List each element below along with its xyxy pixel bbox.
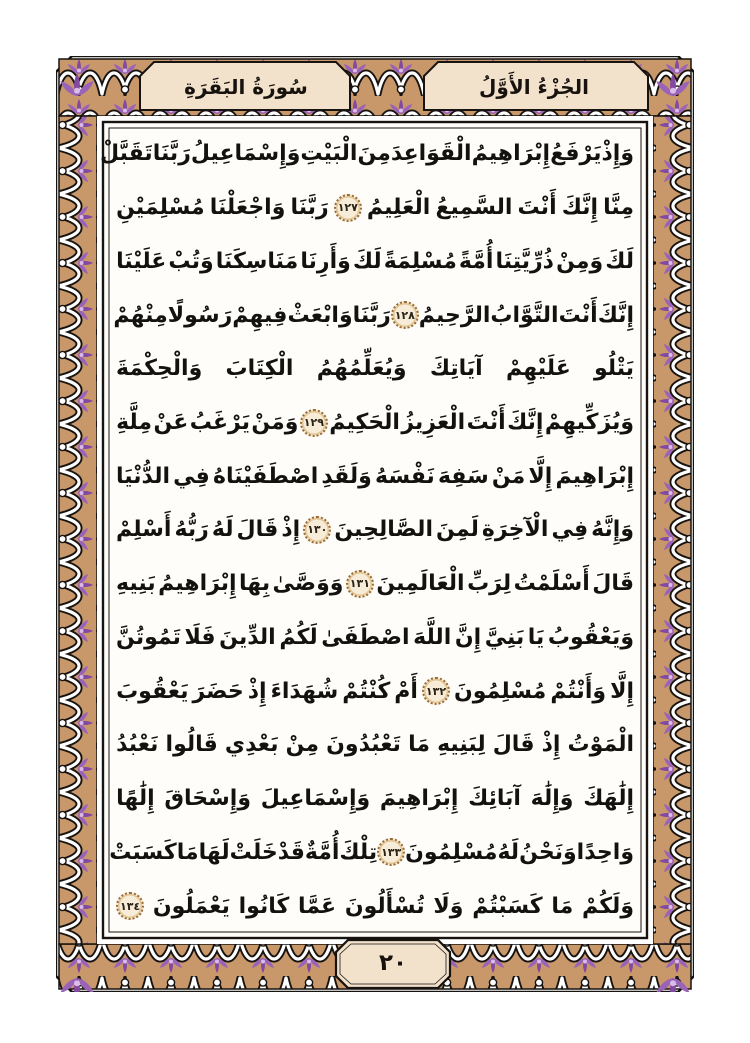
quran-word: أَسْلَمْتُ [513,571,590,597]
quran-line [116,234,634,288]
quran-word: حَضَرَ [192,678,244,704]
quran-word: لَكَ [605,248,634,274]
quran-word: لَمِنَ [436,517,479,543]
quran-word: مِنَ [357,141,391,167]
quran-word: وَلَكُمْ [582,893,634,919]
quran-word: الدِّينَ [219,624,276,650]
quran-word: إِلَٰهًا [116,786,155,812]
quran-word: مُسْلِمَةً [383,248,457,274]
quran-word: وَإِسْمَاعِيلَ [260,786,371,812]
quran-word: يَا [527,624,545,650]
quran-line [99,127,634,181]
quran-word: السَّمِيعُ [435,195,513,221]
quran-word: الْعَالَمِينَ [376,571,465,597]
quran-word: يَعْمَلُونَ [152,893,230,919]
page-number: ٢٠ [378,950,408,976]
quran-word: وَيُعَلِّمُهُمُ [316,356,407,382]
quran-word: يَعْقُوبَ [116,678,189,704]
quran-word: بَنِيهِ [116,571,156,597]
quran-word: عَلَيْنَا [116,248,167,274]
quran-word: مَا [551,893,574,919]
quran-word: إِنَّكَ [507,410,544,436]
quran-word: إِبْرَاهِيمَ [555,463,634,489]
quran-word: تَعْبُدُونَ [326,732,401,758]
quran-word: إِذْ [541,732,561,758]
quran-line [116,503,634,557]
quran-word: عَنْ [153,410,189,436]
quran-line [116,181,634,235]
quran-word: ذُرِّيَّتِنَا [495,248,554,274]
quran-word: كُنْتُمْ [342,678,391,704]
ayah-end-marker: ١٣٤ [116,892,144,920]
quran-word: وَاجْعَلْنَا [209,195,286,221]
quran-word: وَالْحِكْمَةَ [116,356,203,382]
ayah-end-marker: ١٢٩ [300,409,328,437]
quran-line [116,342,634,396]
quran-word: مُسْلِمُونَ [405,839,498,865]
quran-word: اللَّهَ [413,624,452,650]
ayah-end-marker: ١٢٨ [391,301,419,329]
quran-word: وَإِلَٰهَ [530,786,574,812]
quran-word: مَا [408,732,430,758]
quran-word: لَهَا [198,839,230,865]
quran-word: سَفِهَ [437,463,489,489]
quran-word: الْآخِرَةِ [481,517,549,543]
quran-word: وَنَحْنُ [519,839,577,865]
quran-word: وَلَقَدِ [321,463,372,489]
quran-word: رَبَّنَا [152,141,191,167]
quran-word: وَأَنْتُمْ [550,678,607,704]
quran-word: إِبْرَاهِيمُ [158,571,237,597]
ayah-end-marker: ١٢٧ [334,194,362,222]
quran-line [116,664,634,718]
quran-word: آبَائِكَ [468,786,521,812]
quran-line [116,611,634,665]
quran-line [109,826,634,880]
quran-word: وَمِنْ [556,248,604,274]
quran-word: مِنَّا [603,195,634,221]
quran-word: الرَّحِيمُ [418,302,491,328]
quran-word: بَنِيَّ [484,624,525,650]
quran-word: وَلَا [433,893,464,919]
quran-word: عَمَّا [298,893,337,919]
quran-word: لِبَنِيهِ [437,732,486,758]
quran-word: قَالَ [492,732,535,758]
quran-word: خَلَتْ [229,839,278,865]
quran-word: إِلَٰهَكَ [583,786,634,812]
quran-word: وَوَصَّىٰ [272,571,344,597]
quran-word: إِنَّ [454,624,482,650]
quran-word: إِلَّا [528,463,553,489]
quran-word: فِي [173,463,210,489]
quran-word: إِذْ [281,517,301,543]
ayah-end-marker: ١٣٣ [377,838,405,866]
quran-word: بِهَا [239,571,271,597]
ayah-end-marker: ١٣١ [346,570,374,598]
quran-word: لِرَبِّ [467,571,512,597]
quran-word: مُسْلِمُونَ [454,678,547,704]
quran-line [116,718,634,772]
quran-word: الْقَوَاعِدَ [390,141,472,167]
quran-word: أَسْلِمْ [116,517,172,543]
quran-line [113,288,634,342]
quran-word: وَإِسْحَاقَ [164,786,251,812]
quran-word: نَعْبُدُ [116,732,159,758]
quran-word: أَنْتَ [558,302,598,328]
quran-word: أَمْ [394,678,418,704]
quran-word: الْعَلِيمُ [366,195,431,221]
quran-word: يَرْفَعُ [550,141,602,167]
quran-word: كَسَبْتُمْ [472,893,543,919]
quran-word: تُسْأَلُونَ [344,893,425,919]
quran-word: فِيهِمْ [232,302,288,328]
quran-word: رَبَّنَا [290,195,329,221]
quran-word: كَسَبَتْ [109,839,177,865]
quran-word: فِي [551,517,589,543]
quran-word: لَهُ [497,839,520,865]
quran-word: تَمُوتُنَّ [116,624,181,650]
quran-word: وَإِنَّهُ [591,517,634,543]
quran-word: آيَاتِكَ [429,356,483,382]
quran-word: كَانُوا [238,893,290,919]
quran-word: وَإِسْمَاعِيلُ [190,141,301,167]
quran-word: اصْطَفَىٰ [321,624,410,650]
quran-word: إِذْ [247,678,267,704]
quran-word: مِنْهُمْ [113,302,168,328]
quran-word: مَنْ [491,463,526,489]
quran-word: الْبَيْتِ [300,141,358,167]
quran-word: الْحَكِيمُ [329,410,400,436]
quran-word: إِلَّا [610,678,634,704]
quran-line [116,396,634,450]
quran-word: فَلَا [184,624,216,650]
quran-word: قَالَ [236,517,279,543]
quran-word: لَهُ [211,517,234,543]
quran-word: قَالُوا [165,732,218,758]
quran-word: رَبُّهُ [174,517,209,543]
quran-word: وَإِذْ [601,141,634,167]
quran-word: وَأَرِنَا [300,248,351,274]
quran-word: عَلَيْهِمْ [505,356,571,382]
quran-text [99,127,634,933]
quran-word: قَدْ [277,839,305,865]
ayah-end-marker: ١٣٠ [303,516,331,544]
quran-word: وَيَعْقُوبُ [547,624,634,650]
quran-word: مُسْلِمَيْنِ [116,195,205,221]
quran-line [116,879,634,933]
surah-title: سُورَةُ البَقَرَةِ [184,75,308,99]
quran-word: مَنَاسِكَنَا [215,248,299,274]
quran-word: مَا [176,839,199,865]
quran-word: شُهَدَاءَ [270,678,339,704]
quran-word: أُمَّةٌ [304,839,340,865]
quran-word: يَرْغَبُ [189,410,250,436]
quran-word: أَنْتَ [466,410,506,436]
quran-word: لَكَ [352,248,382,274]
quran-word: إِنَّكَ [561,195,599,221]
quran-word: الْعَزِيزُ [401,410,466,436]
quran-line [116,557,634,611]
quran-word: بَعْدِي [224,732,279,758]
quran-word: وَابْعَثْ [287,302,353,328]
quran-word: مِنْ [285,732,320,758]
quran-word: الدُّنْيَا [116,463,171,489]
quran-word: لَكُمُ [279,624,318,650]
juz-title: الجُزْءُ الأَوَّلُ [479,75,589,99]
quran-word: وَاحِدًا [576,839,634,865]
quran-word: وَمَنْ [251,410,299,436]
quran-word: أَنْتَ [517,195,557,221]
quran-word: قَالَ [592,571,634,597]
quran-word: التَّوَّابُ [490,302,559,328]
quran-word: نَفْسَهُ [374,463,435,489]
quran-word: الْكِتَابَ [225,356,294,382]
quran-word: رَبَّنَا [352,302,391,328]
quran-word: إِبْرَاهِيمُ [471,141,551,167]
quran-word: رَسُولًا [167,302,233,328]
quran-word: الصَّالِحِينَ [334,517,433,543]
quran-word: إِنَّكَ [597,302,634,328]
quran-word: إِبْرَاهِيمَ [379,786,459,812]
quran-word: تَقَبَّلْ [99,141,153,167]
ayah-end-marker: ١٣٢ [422,677,450,705]
quran-word: يَتْلُو [593,356,634,382]
quran-word: تِلْكَ [339,839,378,865]
quran-line [116,772,634,826]
quran-word: اصْطَفَيْنَاهُ [212,463,319,489]
quran-word: وَيُزَكِّيهِمْ [544,410,634,436]
quran-word: مِلَّةِ [116,410,153,436]
quran-line [116,449,634,503]
quran-word: أُمَّةً [458,248,494,274]
quran-word: الْمَوْتُ [567,732,634,758]
quran-word: وَتُبْ [168,248,214,274]
